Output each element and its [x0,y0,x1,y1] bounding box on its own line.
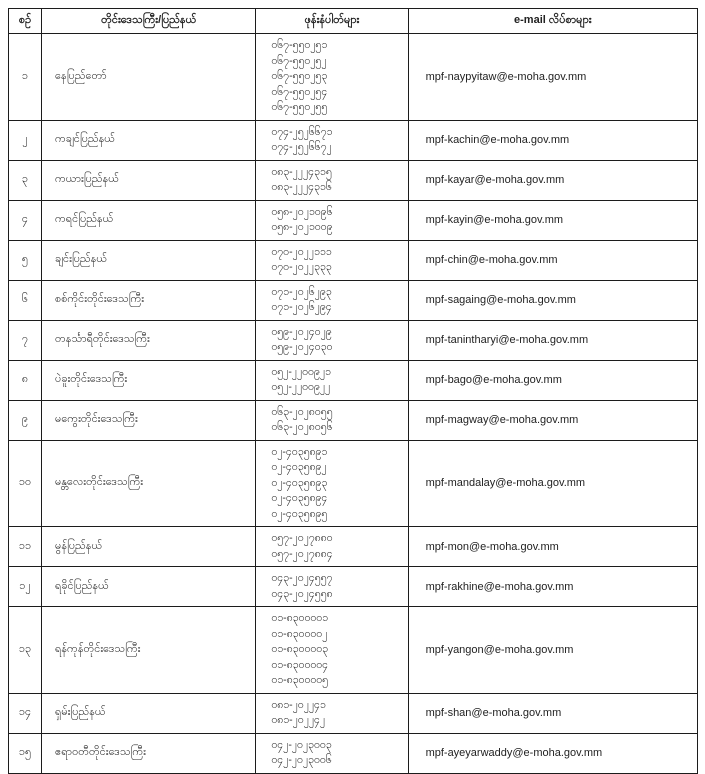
phone-number: ၀၆၇-၅၅၀၂၅၃ [271,70,328,82]
email-address: mpf-kayin@e-moha.gov.mm [408,200,697,240]
email-address: mpf-kayar@e-moha.gov.mm [408,160,697,200]
phone-number: ၀၆၃-၂၀၂၈၀၅၆ [271,421,333,433]
email-address: mpf-kachin@e-moha.gov.mm [408,120,697,160]
email-address: mpf-ayeyarwaddy@e-moha.gov.mm [408,733,697,773]
email-address: mpf-shan@e-moha.gov.mm [408,693,697,733]
email-address: mpf-chin@e-moha.gov.mm [408,240,697,280]
phone-number: ၀၈၃-၂၂၂၄၃၁၅ [271,165,332,178]
phone-numbers [256,400,408,440]
phone-number: ၀၈၁-၂၀၂၂၄၁ [271,698,326,711]
region-name: စစ်ကိုင်းတိုင်းဒေသကြီး [42,280,256,320]
phone-number: ၀၅၈-၂၀၂၁၀၀၉ [271,221,333,233]
serial-number: ၁၂ [9,567,42,607]
table-row [9,440,698,527]
phone-numbers [256,120,408,160]
phone-number: ၀၄၂-၂၀၂၃၀၀၃ [271,738,332,751]
phone-number: ၀၈၁-၂၀၂၂၄၂ [271,714,326,726]
phone-number: ၀၄၂-၂၀၂၃၀၀၆ [271,754,332,766]
table-row [9,527,698,567]
phone-numbers [256,240,408,280]
phone-numbers [256,693,408,733]
phone-number: ၀၅၂-၂၂၀၀၉၂၁ [271,365,331,378]
phone-numbers [256,607,408,694]
phone-numbers [256,34,408,121]
phone-number: ၀၆၇-၅၅၀၂၅၁ [271,39,328,51]
table-row [9,733,698,773]
table-row [9,240,698,280]
region-name: တနင်္သာရီတိုင်းဒေသကြီး [42,320,256,360]
phone-number: ၀၄၃-၂၀၂၄၅၅၈ [271,587,333,600]
phone-number: ၀၆၃-၂၀၂၈၀၅၅ [271,405,333,418]
email-address: mpf-mandalay@e-moha.gov.mm [408,440,697,527]
phone-numbers [256,200,408,240]
region-name: ရှမ်းပြည်နယ် [42,693,256,733]
phone-number: ၀၄၃-၂၀၂၄၅၅၇ [271,572,333,584]
region-name: ကရင်ပြည်နယ် [42,200,256,240]
serial-number: ၁၁ [9,527,42,567]
serial-number: ၅ [9,240,42,280]
email-address: mpf-magway@e-moha.gov.mm [408,400,697,440]
phone-number: ၀၆၇-၅၅၀၂၅၄ [271,85,328,98]
header-phones: ဖုန်းနံပါတ်များ [256,9,408,34]
phone-numbers [256,733,408,773]
phone-numbers [256,527,408,567]
table-row [9,360,698,400]
header-region: တိုင်းဒေသကြီး/ပြည်နယ် [42,9,256,34]
header-row [9,9,698,34]
email-address: mpf-tanintharyi@e-moha.gov.mm [408,320,697,360]
email-address: mpf-sagaing@e-moha.gov.mm [408,280,697,320]
email-address: mpf-naypyitaw@e-moha.gov.mm [408,34,697,121]
phone-numbers [256,280,408,320]
phone-number: ၀၁-၈၃၀၀၀၀၄ [271,658,329,671]
phone-number: ၀၂-၄၀၃၅၈၉၄ [271,492,328,504]
phone-number: ၀၇၄-၂၅၂၆၆၇၁ [271,125,333,138]
contact-table [8,8,698,774]
region-name: မန္တလေးတိုင်းဒေသကြီး [42,440,256,527]
phone-number: ၀၂-၄၀၃၅၈၉၃ [271,476,328,489]
region-name: ရန်ကုန်တိုင်းဒေသကြီး [42,607,256,694]
region-name: ကချင်ပြည်နယ် [42,120,256,160]
email-address: mpf-bago@e-moha.gov.mm [408,360,697,400]
region-name: နေပြည်တော် [42,34,256,121]
table-row [9,693,698,733]
phone-number: ၀၅၇-၂၀၂၇၈၈၄ [271,547,333,560]
serial-number: ၆ [9,280,42,320]
region-name: ပဲခူးတိုင်းဒေသကြီး [42,360,256,400]
phone-number: ၀၇၁-၂၀၂၆၂၉၃ [271,285,332,298]
table-row [9,567,698,607]
table-row [9,320,698,360]
phone-numbers [256,567,408,607]
region-name: ချင်းပြည်နယ် [42,240,256,280]
phone-number: ၀၇၀-၂၀၂၂၃၃၃ [271,261,332,273]
table-body [9,34,698,774]
table-row [9,120,698,160]
serial-number: ၁ [9,34,42,121]
phone-number: ၀၂-၄၀၃၅၈၉၂ [271,461,327,473]
email-address: mpf-yangon@e-moha.gov.mm [408,607,697,694]
phone-numbers [256,320,408,360]
region-name: မွန်ပြည်နယ် [42,527,256,567]
table-header [9,9,698,34]
serial-number: ၁၄ [9,693,42,733]
phone-number: ၀၁-၈၃၀၀၀၀၃ [271,643,329,655]
phone-number: ၀၅၈-၂၀၂၁၀၉၆ [271,205,333,218]
serial-number: ၄ [9,200,42,240]
header-serial: စဉ် [9,9,42,34]
phone-number: ၀၂-၄၀၃၅၈၉၁ [271,445,328,458]
region-name: ဧရာဝတီတိုင်းဒေသကြီး [42,733,256,773]
region-name: ရခိုင်ပြည်နယ် [42,567,256,607]
phone-number: ၀၅၂-၂၂၀၀၉၂၂ [271,381,331,393]
phone-number: ၀၇၀-၂၀၂၂၁၁၁ [271,245,332,258]
serial-number: ၃ [9,160,42,200]
phone-number: ၀၈၃-၂၂၂၄၃၁၆ [271,181,332,193]
phone-number: ၀၁-၈၃၀၀၀၀၅ [271,674,329,686]
phone-numbers [256,360,408,400]
table-row [9,200,698,240]
phone-number: ၀၆၇-၅၅၀၂၅၂ [271,54,327,67]
table-row [9,607,698,694]
phone-number: ၀၂-၄၀၃၅၈၉၅ [271,507,328,520]
phone-number: ၀၅၉-၂၀၂၄၀၃၀ [271,341,333,353]
table-row [9,34,698,121]
phone-number: ၀၁-၈၃၀၀၀၀၁ [271,612,329,624]
email-address: mpf-rakhine@e-moha.gov.mm [408,567,697,607]
serial-number: ၇ [9,320,42,360]
serial-number: ၂ [9,120,42,160]
serial-number: ၁၀ [9,440,42,527]
phone-numbers [256,440,408,527]
phone-number: ၀၅၉-၂၀၂၄၀၂၉ [271,325,332,338]
region-name: ကယားပြည်နယ် [42,160,256,200]
region-name: မကွေးတိုင်းဒေသကြီး [42,400,256,440]
table-row [9,400,698,440]
phone-number: ၀၆၇-၅၅၀၂၅၅ [271,101,328,113]
table-row [9,160,698,200]
email-address: mpf-mon@e-moha.gov.mm [408,527,697,567]
phone-number: ၀၁-၈၃၀၀၀၀၂ [271,627,328,640]
serial-number: ၁၃ [9,607,42,694]
serial-number: ၈ [9,360,42,400]
serial-number: ၉ [9,400,42,440]
table-row [9,280,698,320]
phone-number: ၀၇၄-၂၅၂၆၆၇၂ [271,141,332,153]
serial-number: ၁၅ [9,733,42,773]
header-email: e-mail လိပ်စာများ [408,9,697,34]
phone-number: ၀၅၇-၂၀၂၇၈၈၀ [271,532,333,544]
phone-number: ၀၇၁-၂၀၂၆၂၉၄ [271,301,332,313]
phone-numbers [256,160,408,200]
